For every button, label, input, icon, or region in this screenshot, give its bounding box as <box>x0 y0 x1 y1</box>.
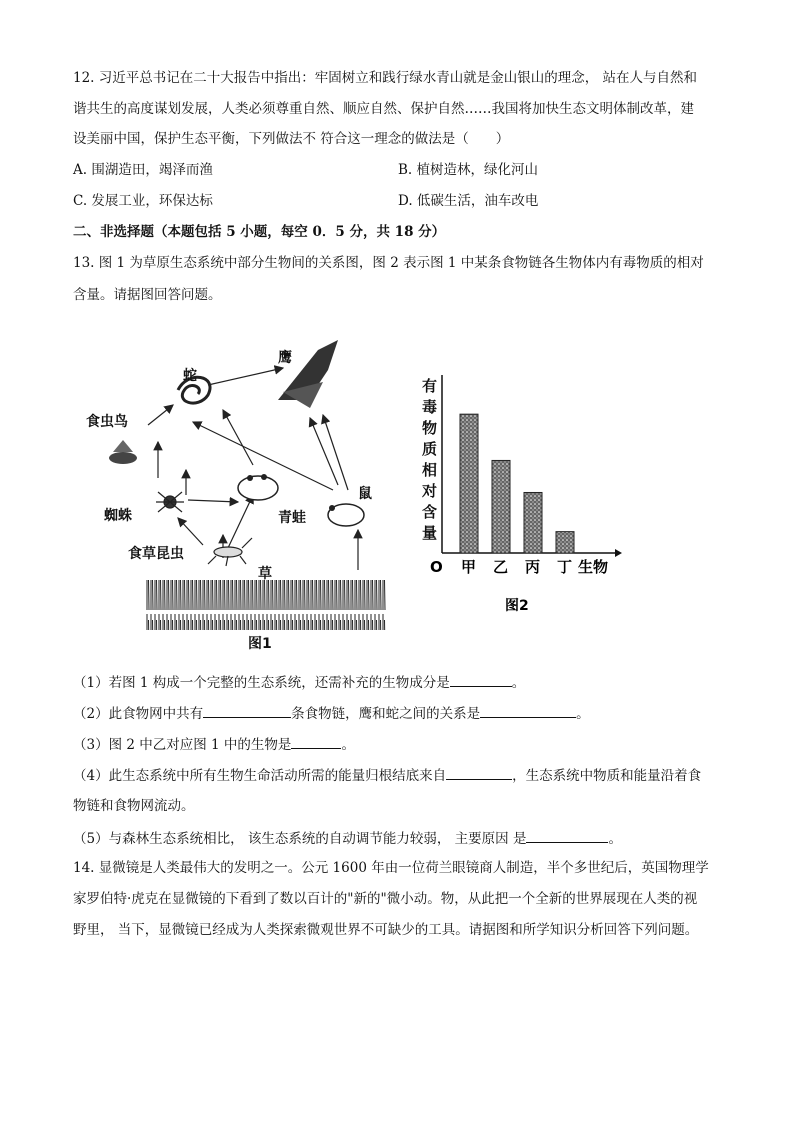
section-heading: 二、非选择题（本题包括 5 小题，每空 0．5 分，共 18 分） <box>73 224 446 240</box>
q12-line-1: 12. 习近平总书记在二十大报告中指出：牢固树立和践行绿水青山就是金山银山的理念， 站在人与自然和 <box>73 70 698 86</box>
bar-0 <box>460 414 478 553</box>
q13-line-2: 含量。请据图回答问题。 <box>73 287 222 303</box>
q12-option-d: D. 低碳生活，油车改电 <box>398 193 539 209</box>
q13-sub-3-text: （3）图 2 中乙对应图 1 中的生物是 <box>73 737 292 753</box>
label-mouse: 鼠 <box>358 486 372 502</box>
y-axis-label-char: 毒 <box>422 398 438 416</box>
q13-sub-4-text-a: （4）此生态系统中所有生物生命活动所需的能量归根结底来自 <box>73 768 447 784</box>
label-snake: 蛇 <box>183 368 197 384</box>
q13-sub-4-line-2: 物链和食物网流动。 <box>73 798 195 814</box>
answer-blank-5[interactable] <box>526 828 608 843</box>
label-herbivorous-insect: 食草昆虫 <box>128 546 184 562</box>
spider-drawing <box>156 492 184 512</box>
q13-sub-2-end: 。 <box>576 706 590 722</box>
figure-1-food-web <box>78 330 408 650</box>
figure-2-bar-chart <box>410 375 630 625</box>
mouse-drawing <box>328 504 364 526</box>
q13-sub-1-end: 。 <box>511 675 526 691</box>
q13-sub-1 <box>73 672 525 693</box>
y-axis-label-char: 质 <box>422 440 438 458</box>
x-tick-label-2: 丙 <box>525 558 541 576</box>
q12-option-b: B. 植树造林，绿化河山 <box>398 162 539 178</box>
q13-sub-2 <box>73 703 590 724</box>
y-axis-label-char: 相 <box>422 461 438 479</box>
q13-sub-5-end: 。 <box>608 831 622 847</box>
x-tick-label-0: 甲 <box>461 558 477 576</box>
label-grass: 草 <box>258 566 272 582</box>
y-axis-label-char: 物 <box>422 419 438 437</box>
y-axis-label-char: 有 <box>422 377 438 395</box>
answer-blank-1[interactable] <box>450 672 512 687</box>
q13-sub-5 <box>73 828 622 849</box>
y-axis-label-char: 对 <box>422 482 438 500</box>
q13-sub-1-text: （1）若图 1 构成一个完整的生态系统，还需补充的生物成分是 <box>73 675 450 691</box>
q13-line-1: 13. 图 1 为草原生态系统中部分生物间的关系图，图 2 表示图 1 中某条食物链各生物体内有毒物质的相对 <box>73 255 704 271</box>
q12-line-3: 设美丽中国，保护生态平衡，下列做法不 符合这一理念的做法是（ ） <box>73 131 510 147</box>
answer-blank-3[interactable] <box>291 734 341 749</box>
y-axis-label-char: 量 <box>422 524 438 542</box>
bar-3 <box>556 532 574 553</box>
q13-sub-3 <box>73 734 355 755</box>
label-insectivorous-bird: 食虫鸟 <box>86 414 128 430</box>
label-spider: 蜘蛛 <box>104 508 132 524</box>
q13-sub-5-text: （5）与森林生态系统相比， 该生态系统的自动调节能力较弱， 主要原因 是 <box>73 831 527 847</box>
x-axis-label: 生物 <box>578 558 609 576</box>
y-axis-label-char: 含 <box>422 503 438 521</box>
figure-1-caption: 图1 <box>248 636 272 650</box>
frog-drawing <box>238 474 278 500</box>
answer-blank-2a[interactable] <box>203 703 291 718</box>
q12-option-a: A. 围湖造田，竭泽而渔 <box>73 162 213 178</box>
x-tick-label-1: 乙 <box>493 558 509 576</box>
insectivorous-bird-drawing <box>109 440 137 464</box>
q13-sub-4 <box>73 765 701 786</box>
figure-2-caption: 图2 <box>505 598 529 614</box>
origin-label: O <box>430 558 443 576</box>
q13-sub-2-text-b: 条食物链，鹰和蛇之间的关系是 <box>291 706 481 722</box>
answer-blank-4[interactable] <box>446 765 512 780</box>
label-eagle: 鹰 <box>278 350 292 366</box>
q14-line-2: 家罗伯特·虎克在显微镜的下看到了数以百计的"新的"微小动。物，从此把一个全新的世界展现在人类的视 <box>73 891 698 907</box>
q12-option-c: C. 发展工业，环保达标 <box>73 193 213 209</box>
herbivorous-insect-drawing <box>208 538 252 566</box>
q13-sub-3-end: 。 <box>341 737 355 753</box>
answer-blank-2b[interactable] <box>480 703 576 718</box>
grass-drawing <box>146 580 386 630</box>
q14-line-3: 野里， 当下，显微镜已经成为人类探索微观世界不可缺少的工具。请据图和所学知识分析回答下列问题。 <box>73 922 699 938</box>
label-frog: 青蛙 <box>278 510 306 526</box>
q14-line-1: 14. 显微镜是人类最伟大的发明之一。公元 1600 年由一位荷兰眼镜商人制造，半个多世纪后，英国物理学 <box>73 860 709 876</box>
x-tick-label-3: 丁 <box>557 558 573 576</box>
q12-line-2: 谐共生的高度谋划发展，人类必须尊重自然、顺应自然、保护自然……我国将加快生态文明体制改革，建 <box>73 101 694 117</box>
bar-2 <box>524 492 542 553</box>
q13-sub-2-text-a: （2）此食物网中共有 <box>73 706 204 722</box>
bar-1 <box>492 460 510 553</box>
q13-sub-4-text-b: ，生态系统中物质和能量沿着食 <box>512 768 702 784</box>
